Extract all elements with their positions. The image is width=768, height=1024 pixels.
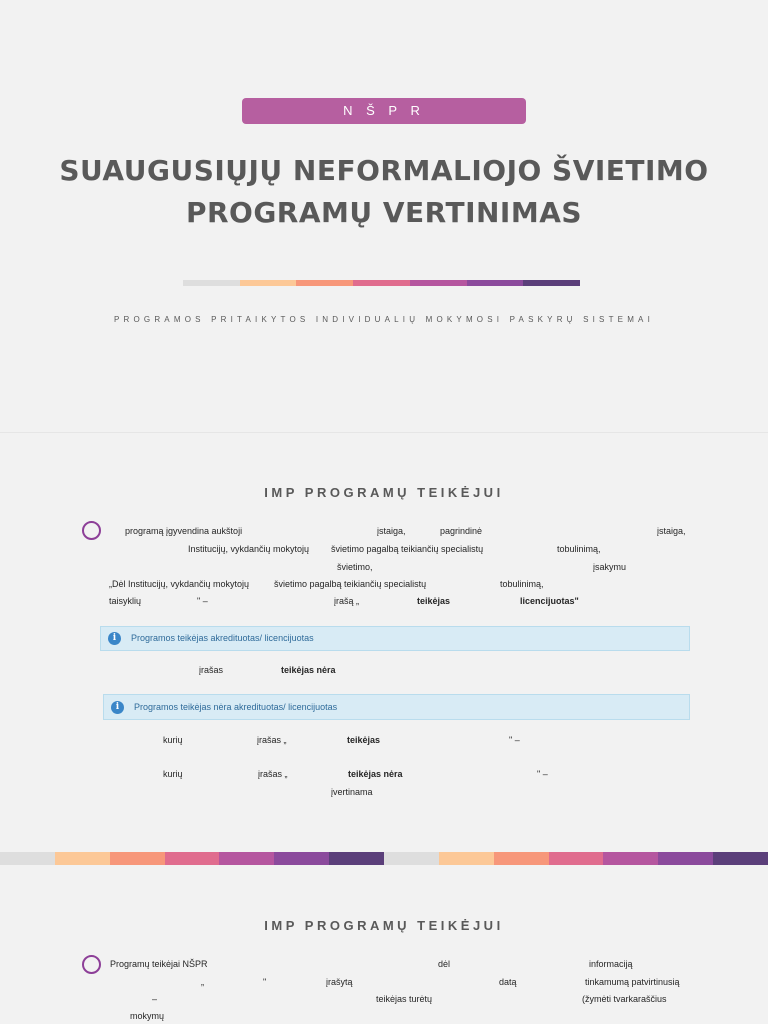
- line-text: " –: [509, 735, 520, 745]
- line-text: įrašas „: [258, 769, 288, 779]
- stripe-segment: [713, 852, 768, 865]
- title-line-1: SUAUGUSIŲJŲ NEFORMALIOJO ŠVIETIMO: [59, 154, 709, 187]
- para-text: Programų teikėjai NŠPR: [110, 959, 208, 969]
- para-text: tobulinimą,: [557, 544, 601, 554]
- info-label: Programos teikėjas akredituotas/ licencijuotas: [131, 633, 314, 643]
- color-stripe-divider: [0, 852, 768, 865]
- para-text: teikėjas turėtų: [376, 994, 433, 1004]
- line-text: įvertinama: [331, 787, 373, 797]
- stripe-segment: [219, 852, 274, 865]
- para-text: įstaiga,: [377, 526, 406, 536]
- para-text-bold: teikėjas: [417, 596, 451, 606]
- stripe-segment: [353, 280, 410, 286]
- para-text: įrašą „: [334, 596, 360, 606]
- info-icon: i: [108, 632, 121, 645]
- subtitle: PROGRAMOS PRITAIKYTOS INDIVIDUALIŲ MOKYMOSI PASKYRŲ SISTEMAI: [113, 315, 655, 324]
- para-text: programą įgyvendina aukštoji: [125, 526, 243, 536]
- para-text: švietimo pagalbą teikiančių specialistų: [331, 544, 484, 554]
- stripe-segment: [165, 852, 220, 865]
- para-text: „Dėl Institucijų, vykdančių mokytojų: [109, 579, 250, 589]
- stripe-segment: [410, 280, 467, 286]
- line-text: kurių: [163, 769, 183, 779]
- para-text: dėl: [438, 959, 451, 969]
- para-text: Institucijų, vykdančių mokytojų: [188, 544, 310, 554]
- para-text: tobulinimą,: [500, 579, 544, 589]
- para-text: pagrindinė: [440, 526, 483, 536]
- stripe-segment: [0, 852, 55, 865]
- stripe-segment: [329, 852, 384, 865]
- line-text-bold: teikėjas nėra: [348, 769, 403, 779]
- para-text: informaciją: [589, 959, 633, 969]
- slide-divider: [0, 432, 768, 433]
- title-line-2: PROGRAMŲ VERTINIMAS: [185, 196, 583, 229]
- para-text: švietimo,: [337, 562, 373, 572]
- line-text: įrašas „: [257, 735, 287, 745]
- para-text: įrašytą: [326, 977, 353, 987]
- stripe-segment: [658, 852, 713, 865]
- para-text: „: [201, 977, 204, 987]
- stripe-segment: [523, 280, 580, 286]
- stripe-segment: [296, 280, 353, 286]
- stripe-segment: [183, 280, 240, 286]
- para-text: švietimo pagalbą teikiančių specialistų: [274, 579, 427, 589]
- line-text: " –: [537, 769, 548, 779]
- info-label: Programos teikėjas nėra akredituotas/ licencijuotas: [134, 702, 338, 712]
- para-text: ": [263, 977, 267, 987]
- stripe-segment: [384, 852, 439, 865]
- line-text: įrašas: [199, 665, 224, 675]
- stripe-segment: [55, 852, 110, 865]
- para-text: –: [152, 994, 158, 1004]
- section-title-1: IMP PROGRAMŲ TEIKĖJUI: [264, 485, 504, 500]
- section-title-2: IMP PROGRAMŲ TEIKĖJUI: [264, 918, 504, 933]
- para-text: mokymų: [130, 1011, 165, 1021]
- para-text: tinkamumą patvirtinusią: [585, 977, 680, 987]
- para-text: datą: [499, 977, 517, 987]
- bullet-circle-icon: [82, 955, 101, 974]
- para-text-bold: licencijuotas": [520, 596, 579, 606]
- stripe-segment: [110, 852, 165, 865]
- bullet-circle-icon: [82, 521, 101, 540]
- line-text: kurių: [163, 735, 183, 745]
- stripe-segment: [603, 852, 658, 865]
- line-text-bold: teikėjas: [347, 735, 381, 745]
- para-text: įstaiga,: [657, 526, 686, 536]
- stripe-segment: [467, 280, 524, 286]
- stripe-segment: [240, 280, 297, 286]
- para-text: " –: [197, 596, 208, 606]
- stripe-segment: [494, 852, 549, 865]
- line-text-bold: teikėjas nėra: [281, 665, 336, 675]
- para-text: (žymėti tvarkaraščius: [582, 994, 667, 1004]
- stripe-segment: [549, 852, 604, 865]
- para-text: taisyklių: [109, 596, 142, 606]
- page-title: [40, 150, 728, 234]
- nspr-badge: N Š P R: [242, 98, 526, 124]
- para-text: įsakymu: [593, 562, 627, 572]
- color-stripe-top: [183, 280, 580, 286]
- info-icon: i: [111, 701, 124, 714]
- stripe-segment: [274, 852, 329, 865]
- stripe-segment: [439, 852, 494, 865]
